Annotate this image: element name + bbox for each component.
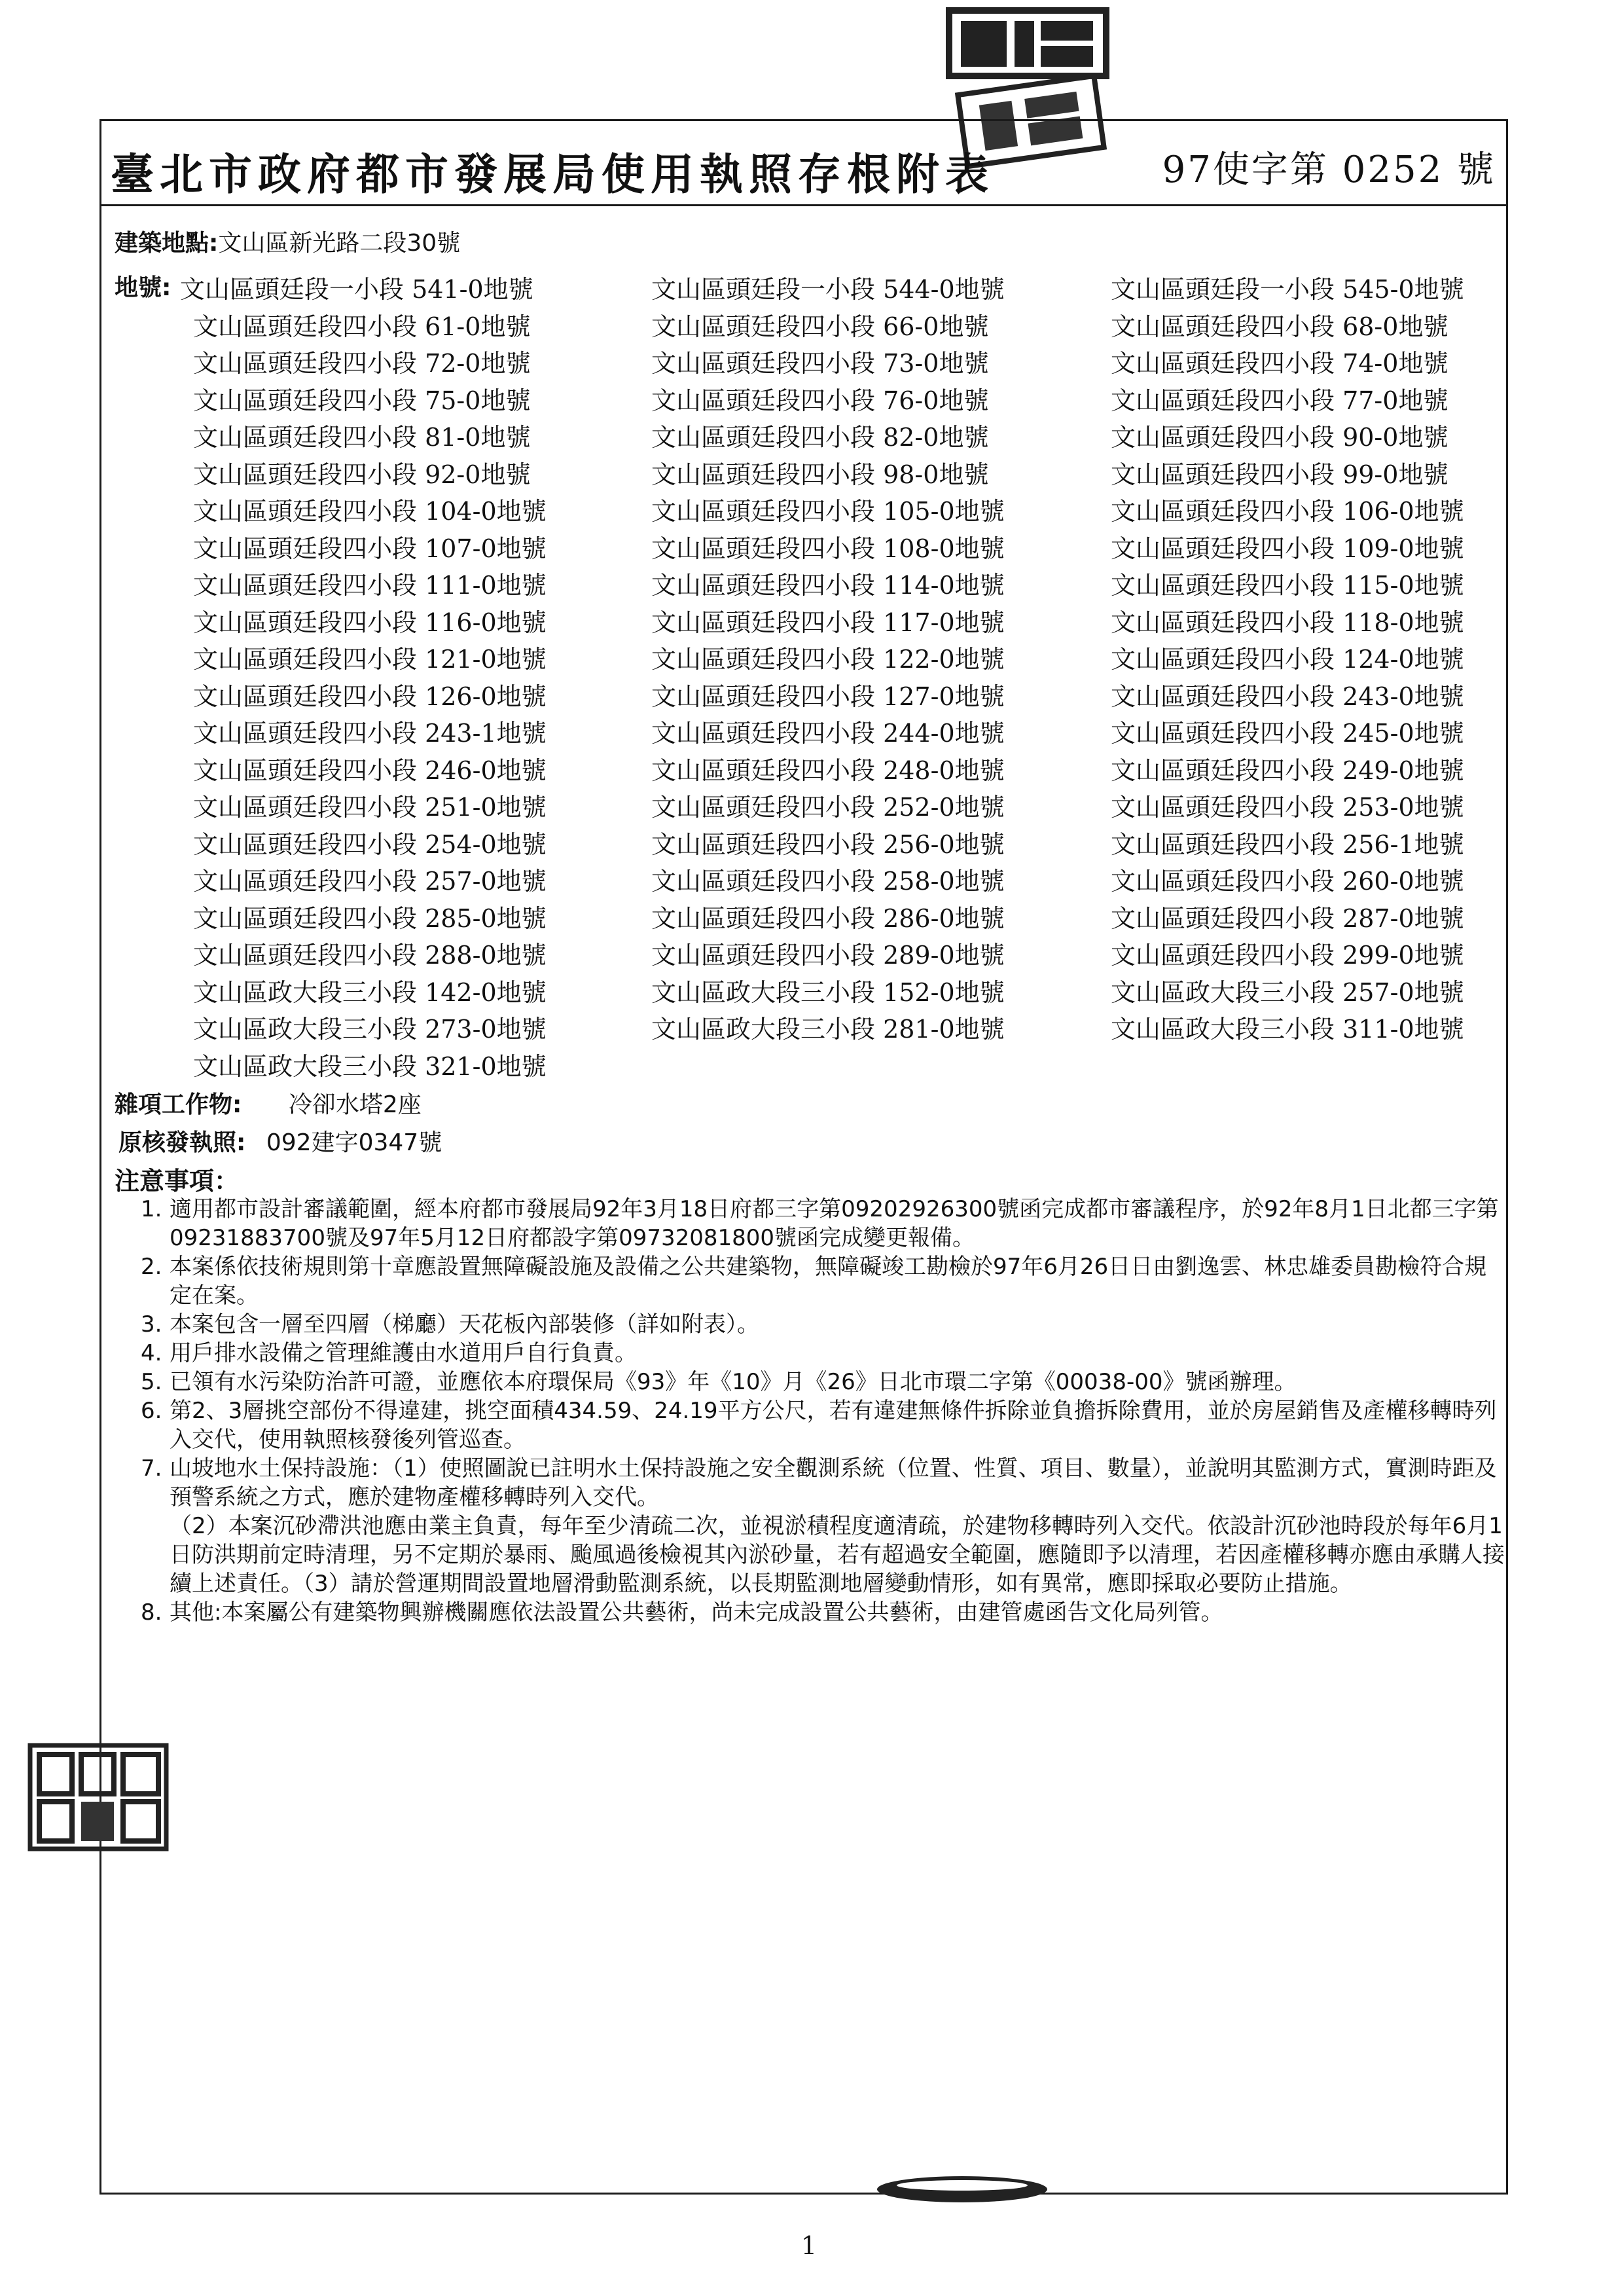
parcel-entry: 文山區頭廷段四小段 127-0地號 (651, 682, 1005, 711)
note-item (141, 1195, 1509, 1252)
parcel-entry: 文山區頭廷段四小段 249-0地號 (1111, 756, 1464, 785)
note-number: 4. (141, 1340, 162, 1366)
parcel-entry: 文山區政大段三小段 321-0地號 (193, 1051, 547, 1081)
side-seal (26, 1741, 170, 1853)
parcel-entry: 文山區頭廷段四小段 68-0地號 (1111, 312, 1448, 341)
parcel-row (115, 565, 1502, 602)
parcel-row (115, 269, 1502, 306)
note-text: 第2、3層挑空部份不得違建，挑空面積434.59、24.19平方公尺，若有違建無條件拆除並負擔拆除費用，並於房屋銷售及產權移轉時列入交代，使用執照核發後列管巡查。 (170, 1398, 1497, 1453)
parcel-row (115, 306, 1502, 344)
parcel-entry: 文山區頭廷段四小段 76-0地號 (651, 386, 989, 415)
parcel-entry: 文山區頭廷段四小段 289-0地號 (651, 941, 1005, 970)
parcel-row (115, 491, 1502, 528)
note-text: 用戶排水設備之管理維護由水道用戶自行負責。 (170, 1340, 637, 1366)
parcel-entry: 文山區政大段三小段 142-0地號 (193, 977, 547, 1007)
parcel-entry: 文山區頭廷段四小段 81-0地號 (193, 423, 531, 452)
note-text: 其他:本案屬公有建築物興辦機關應依法設置公共藝術，尚未完成設置公共藝術，由建管處函告文化局列管。 (170, 1599, 1223, 1626)
parcel-entry: 文山區頭廷段四小段 74-0地號 (1111, 349, 1448, 378)
parcel-entry: 文山區頭廷段四小段 111-0地號 (193, 571, 547, 600)
parcel-row (115, 898, 1502, 936)
parcel-entry: 文山區頭廷段四小段 124-0地號 (1111, 645, 1464, 674)
parcel-entry: 文山區政大段三小段 281-0地號 (651, 1015, 1005, 1044)
misc-label: 雜項工作物: (115, 1091, 242, 1118)
original-permit-label: 原核發執照: (118, 1129, 246, 1156)
note-text: 適用都市設計審議範圍，經本府都市發展局92年3月18日府都三字第09202926300號函完成都市審議程序，於92年8月1日北都三字第09231883700號及97年5月12日府都設字第09732081800號函完成變更報備。 (170, 1196, 1499, 1251)
parcel-entry: 文山區頭廷段四小段 252-0地號 (651, 793, 1005, 822)
parcel-entry: 文山區頭廷段四小段 108-0地號 (651, 534, 1005, 563)
parcel-entry: 文山區頭廷段四小段 90-0地號 (1111, 423, 1448, 452)
parcel-entry: 文山區頭廷段四小段 105-0地號 (651, 497, 1005, 526)
parcel-entry: 文山區政大段三小段 273-0地號 (193, 1015, 547, 1044)
misc-value: 冷卻水塔2座 (288, 1091, 422, 1118)
note-number: 3. (141, 1311, 162, 1338)
parcel-entry: 文山區頭廷段四小段 66-0地號 (651, 312, 989, 341)
parcel-row (115, 1009, 1502, 1046)
note-number: 1. (141, 1196, 162, 1222)
parcel-entry: 文山區頭廷段四小段 118-0地號 (1111, 608, 1464, 637)
parcel-label: 地號: (115, 274, 171, 301)
parcel-entry: 文山區頭廷段四小段 104-0地號 (193, 497, 547, 526)
parcel-entry: 文山區頭廷段四小段 254-0地號 (193, 829, 547, 859)
note-item (141, 1339, 1509, 1368)
parcel-entry: 文山區頭廷段四小段 258-0地號 (651, 867, 1005, 896)
parcel-row (115, 417, 1502, 454)
note-number: 7. (141, 1455, 162, 1482)
parcel-entry: 文山區頭廷段四小段 126-0地號 (193, 682, 547, 711)
note-item (141, 1368, 1509, 1396)
parcel-entry: 文山區頭廷段四小段 286-0地號 (651, 903, 1005, 933)
parcel-row (115, 602, 1502, 640)
parcel-entry: 文山區頭廷段一小段 544-0地號 (651, 275, 1005, 304)
note-item (141, 1598, 1509, 1627)
parcel-entry: 文山區政大段三小段 152-0地號 (651, 977, 1005, 1007)
parcel-row (115, 380, 1502, 418)
parcel-entry: 文山區頭廷段四小段 99-0地號 (1111, 460, 1448, 489)
parcel-entry: 文山區頭廷段四小段 288-0地號 (193, 941, 547, 970)
parcel-entry: 文山區頭廷段四小段 106-0地號 (1111, 497, 1464, 526)
note-item (141, 1252, 1509, 1310)
parcel-entry: 文山區頭廷段四小段 257-0地號 (193, 867, 547, 896)
parcel-entry: 文山區頭廷段四小段 114-0地號 (651, 571, 1005, 600)
parcel-entry: 文山區頭廷段四小段 256-0地號 (651, 829, 1005, 859)
parcel-row (115, 454, 1502, 492)
location-label: 建築地點: (115, 230, 219, 257)
parcel-entry: 文山區頭廷段四小段 82-0地號 (651, 423, 989, 452)
parcel-entry: 文山區頭廷段一小段 545-0地號 (1111, 275, 1464, 304)
notes-title: 注意事項： (115, 1167, 240, 1195)
parcel-entry: 文山區頭廷段四小段 73-0地號 (651, 349, 989, 378)
parcel-entry: 文山區頭廷段四小段 122-0地號 (651, 645, 1005, 674)
parcel-entry: 文山區頭廷段四小段 243-1地號 (193, 719, 547, 748)
parcel-entry: 文山區頭廷段四小段 116-0地號 (193, 608, 547, 637)
parcel-entry: 文山區頭廷段四小段 115-0地號 (1111, 571, 1464, 600)
parcel-entry: 文山區頭廷段四小段 287-0地號 (1111, 903, 1464, 933)
parcel-row (115, 824, 1502, 862)
parcel-entry: 文山區頭廷段四小段 260-0地號 (1111, 867, 1464, 896)
parcel-row (115, 861, 1502, 898)
note-item (141, 1396, 1509, 1454)
note-item (141, 1310, 1509, 1339)
header (101, 121, 1506, 206)
note-number: 2. (141, 1254, 162, 1280)
parcel-entry: 文山區頭廷段四小段 253-0地號 (1111, 793, 1464, 822)
parcel-entry: 文山區頭廷段四小段 92-0地號 (193, 460, 531, 489)
parcel-row (115, 935, 1502, 972)
parcel-row (115, 713, 1502, 750)
note-text: 已領有水污染防治許可證，並應依本府環保局《93》年《10》月《26》日北市環二字第《00038-00》號函辦理。 (170, 1369, 1297, 1395)
parcel-entry: 文山區頭廷段四小段 246-0地號 (193, 756, 547, 785)
parcel-list (115, 269, 1502, 1083)
parcel-entry: 文山區頭廷段四小段 75-0地號 (193, 386, 531, 415)
parcel-entry: 文山區頭廷段四小段 245-0地號 (1111, 719, 1464, 748)
location-row (115, 225, 460, 258)
parcel-entry: 文山區頭廷段四小段 72-0地號 (193, 349, 531, 378)
parcel-entry: 文山區頭廷段四小段 121-0地號 (193, 645, 547, 674)
parcel-entry: 文山區政大段三小段 257-0地號 (1111, 977, 1464, 1007)
note-text: 本案係依技術規則第十章應設置無障礙設施及設備之公共建築物，無障礙竣工勘檢於97年6月26日日由劉逸雲、林忠雄委員勘檢符合規定在案。 (170, 1254, 1487, 1309)
parcel-entry: 文山區頭廷段四小段 77-0地號 (1111, 386, 1448, 415)
note-number: 8. (141, 1599, 162, 1626)
note-text: 山坡地水土保持設施：（1）使照圖說已註明水土保持設施之安全觀測系統（位置、性質、項目、數量），並說明其監測方式，實測時距及預警系統之方式，應於建物產權移轉時列入交代。 （2）本案沉砂滯洪池應由業主負責，每年至少清疏二次，並視淤積程度適清疏，於建物移轉時列入交代。依設計沉砂池時段於每年6月1日防洪期前定時清理，另不定期於暴雨、颱風過後檢視其內淤砂量，若有超過安全範圍，應隨即予以清理，若因產權移轉亦應由承購人接續上述責任。（3）請於營運期間設置地層滑動監測系統，以長期監測地層變動情形，如有異常，應即採取必要防止措施。 (170, 1455, 1505, 1597)
original-permit-row (118, 1124, 442, 1157)
parcel-entry: 文山區頭廷段四小段 117-0地號 (651, 608, 1005, 637)
parcel-entry: 文山區頭廷段四小段 299-0地號 (1111, 941, 1464, 970)
parcel-entry: 文山區頭廷段四小段 98-0地號 (651, 460, 989, 489)
parcel-entry: 文山區頭廷段四小段 285-0地號 (193, 903, 547, 933)
parcel-entry: 文山區頭廷段四小段 244-0地號 (651, 719, 1005, 748)
document-frame (99, 119, 1508, 2195)
note-number: 6. (141, 1398, 162, 1424)
parcel-entry: 文山區頭廷段四小段 61-0地號 (193, 312, 531, 341)
parcel-entry: 文山區頭廷段四小段 256-1地號 (1111, 829, 1464, 859)
parcel-row (115, 1046, 1502, 1084)
misc-row (115, 1086, 422, 1120)
parcel-entry: 文山區頭廷段四小段 109-0地號 (1111, 534, 1464, 563)
parcel-entry: 文山區政大段三小段 311-0地號 (1111, 1015, 1464, 1044)
parcel-entry: 文山區頭廷段四小段 107-0地號 (193, 534, 547, 563)
note-text: 本案包含一層至四層（梯廳）天花板內部裝修（詳如附表）。 (170, 1311, 759, 1338)
parcel-entry: 文山區頭廷段四小段 248-0地號 (651, 756, 1005, 785)
parcel-row (115, 972, 1502, 1010)
parcel-entry: 文山區頭廷段四小段 251-0地號 (193, 793, 547, 822)
parcel-row (115, 639, 1502, 676)
location-value: 文山區新光路二段30號 (218, 230, 461, 257)
note-item (141, 1454, 1509, 1598)
parcel-row (115, 528, 1502, 566)
page-number: 1 (800, 2231, 818, 2260)
parcel-row (115, 750, 1502, 788)
note-number: 5. (141, 1369, 162, 1395)
parcel-row (115, 343, 1502, 380)
bottom-seal-mark (871, 2172, 1054, 2212)
parcel-entry: 文山區頭廷段一小段 541-0地號 (180, 275, 533, 304)
page-title: 臺北市政府都市發展局使用執照存根附表 (111, 149, 994, 200)
parcel-row (115, 787, 1502, 824)
parcel-entry: 文山區頭廷段四小段 243-0地號 (1111, 682, 1464, 711)
parcel-row (115, 676, 1502, 714)
permit-number: 97使字第 0252 號 (1162, 149, 1496, 191)
original-permit-value: 092建字0347號 (266, 1129, 442, 1156)
notes-list (141, 1195, 1509, 1627)
